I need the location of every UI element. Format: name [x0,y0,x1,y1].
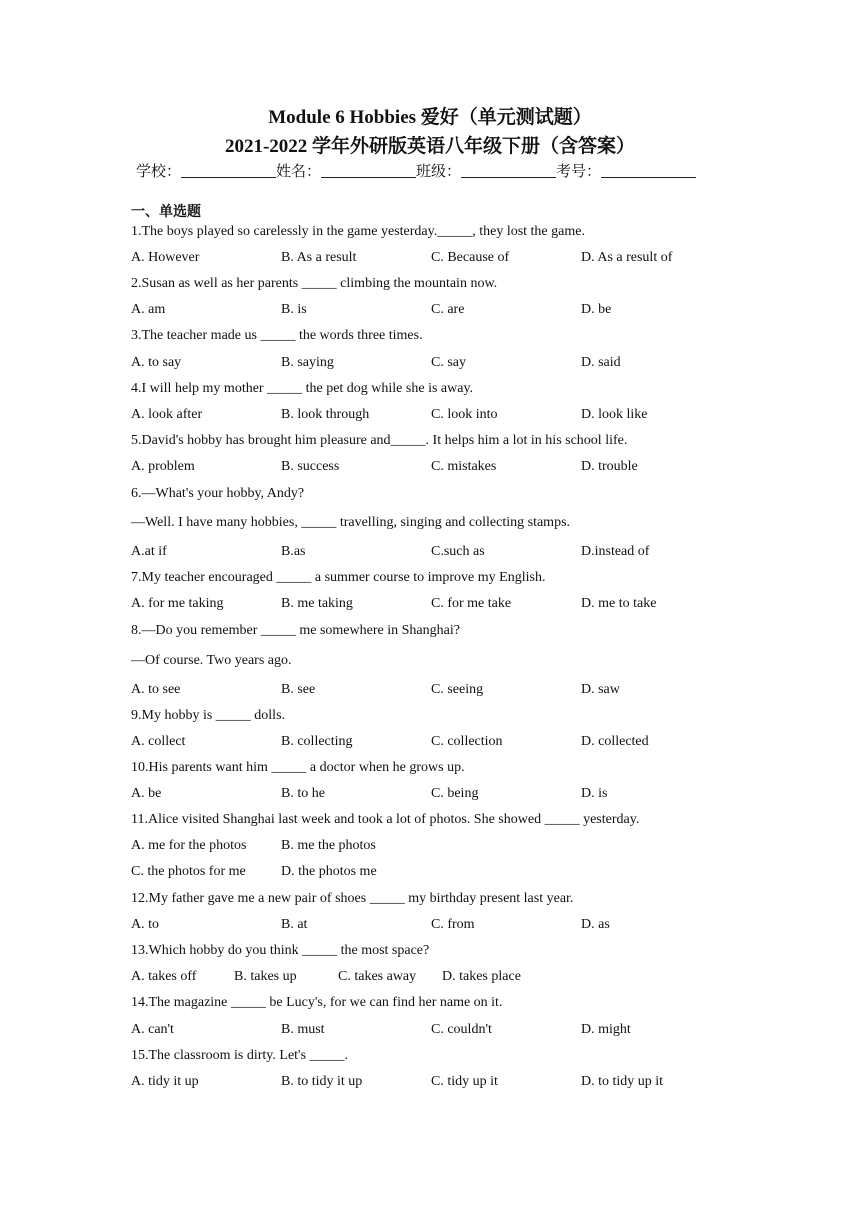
answer-option: B. at [281,917,308,932]
exam-number-label: 考号： [556,164,602,180]
answer-option: C. the photos for me [131,864,246,879]
answer-option: C. being [431,786,479,801]
question-stem: 4.I will help my mother _____ the pet dog while she is away. [131,381,474,396]
class-label: 班级： [416,164,462,180]
answer-option: D. might [581,1022,631,1037]
answer-option: B. me taking [281,596,353,611]
answer-option: C. for me take [431,596,512,611]
answer-option: A. to say [131,355,182,370]
question-stem: 9.My hobby is _____ dolls. [131,708,286,723]
answer-option: B. look through [281,407,370,422]
question-stem: 5.David's hobby has brought him pleasure and_____. It helps him a lot in his school life. [131,433,628,448]
answer-option: D. saw [581,682,620,697]
answer-option: C. say [431,355,466,370]
answer-option: A. collect [131,734,186,749]
answer-option: A. However [131,250,200,265]
answer-option: D.instead of [581,544,650,559]
answer-option: A. can't [131,1022,174,1037]
exam-number-blank[interactable] [601,163,696,178]
answer-option: A. look after [131,407,203,422]
answer-option: B. takes up [234,969,297,984]
answer-option: B.as [281,544,306,559]
question-stem: 11.Alice visited Shanghai last week and took a lot of photos. She showed _____ yesterday. [131,812,640,827]
school-blank[interactable] [181,163,276,178]
answer-option: B. is [281,302,307,317]
answer-option: D. collected [581,734,649,749]
student-info-line [136,162,776,182]
answer-option: D. be [581,302,612,317]
answer-option: D. me to take [581,596,657,611]
document-title: Module 6 Hobbies 爱好（单元测试题） [268,107,592,128]
answer-option: D. said [581,355,621,370]
question-stem: 7.My teacher encouraged _____ a summer course to improve my English. [131,570,546,585]
answer-option: B. to tidy it up [281,1074,363,1089]
answer-option: B. see [281,682,316,697]
name-blank[interactable] [321,163,416,178]
answer-option: D. look like [581,407,648,422]
answer-option: A. to [131,917,159,932]
answer-option: D. to tidy up it [581,1074,664,1089]
answer-option: A. for me taking [131,596,224,611]
answer-option: D. the photos me [281,864,377,879]
answer-option: D. is [581,786,608,801]
answer-option: A. be [131,786,162,801]
question-stem: 14.The magazine _____ be Lucy's, for we can find her name on it. [131,995,503,1010]
question-stem-reply: —Of course. Two years ago. [131,653,292,668]
answer-option: D. takes place [442,969,521,984]
answer-option: B. me the photos [281,838,376,853]
question-stem: 3.The teacher made us _____ the words three times. [131,328,423,343]
answer-option: C. seeing [431,682,484,697]
question-stem: 8.—Do you remember _____ me somewhere in Shanghai? [131,623,460,638]
answer-option: A. problem [131,459,195,474]
answer-option: B. saying [281,355,334,370]
answer-option: A. takes off [131,969,197,984]
answer-option: C. couldn't [431,1022,492,1037]
answer-option: B. must [281,1022,325,1037]
question-stem: 6.—What's your hobby, Andy? [131,486,305,501]
answer-option: C. from [431,917,475,932]
name-label: 姓名： [276,164,322,180]
question-stem: 13.Which hobby do you think _____ the most space? [131,943,430,958]
school-label: 学校： [136,164,182,180]
document-subtitle: 2021-2022 学年外研版英语八年级下册（含答案） [224,136,636,157]
question-stem: 15.The classroom is dirty. Let's _____. [131,1048,349,1063]
answer-option: C. are [431,302,465,317]
answer-option: B. to he [281,786,325,801]
answer-option: C. collection [431,734,503,749]
answer-option: D. as [581,917,610,932]
question-stem: 1.The boys played so carelessly in the game yesterday._____, they lost the game. [131,224,585,239]
class-blank[interactable] [461,163,556,178]
question-stem-reply: —Well. I have many hobbies, _____ travelling, singing and collecting stamps. [131,515,571,530]
section-title: 一、单选题 [131,204,201,220]
answer-option: C. tidy up it [431,1074,498,1089]
question-stem: 12.My father gave me a new pair of shoes _____ my birthday present last year. [131,891,574,906]
question-stem: 10.His parents want him _____ a doctor when he grows up. [131,760,465,775]
answer-option: D. As a result of [581,250,673,265]
answer-option: C.such as [431,544,485,559]
answer-option: A. me for the photos [131,838,247,853]
answer-option: D. trouble [581,459,638,474]
answer-option: B. As a result [281,250,357,265]
answer-option: B. collecting [281,734,353,749]
answer-option: C. mistakes [431,459,497,474]
question-stem: 2.Susan as well as her parents _____ climbing the mountain now. [131,276,498,291]
answer-option: C. takes away [338,969,417,984]
answer-option: A. tidy it up [131,1074,199,1089]
answer-option: A. am [131,302,166,317]
answer-option: C. Because of [431,250,510,265]
answer-option: C. look into [431,407,498,422]
answer-option: B. success [281,459,340,474]
answer-option: A.at if [131,544,167,559]
answer-option: A. to see [131,682,181,697]
